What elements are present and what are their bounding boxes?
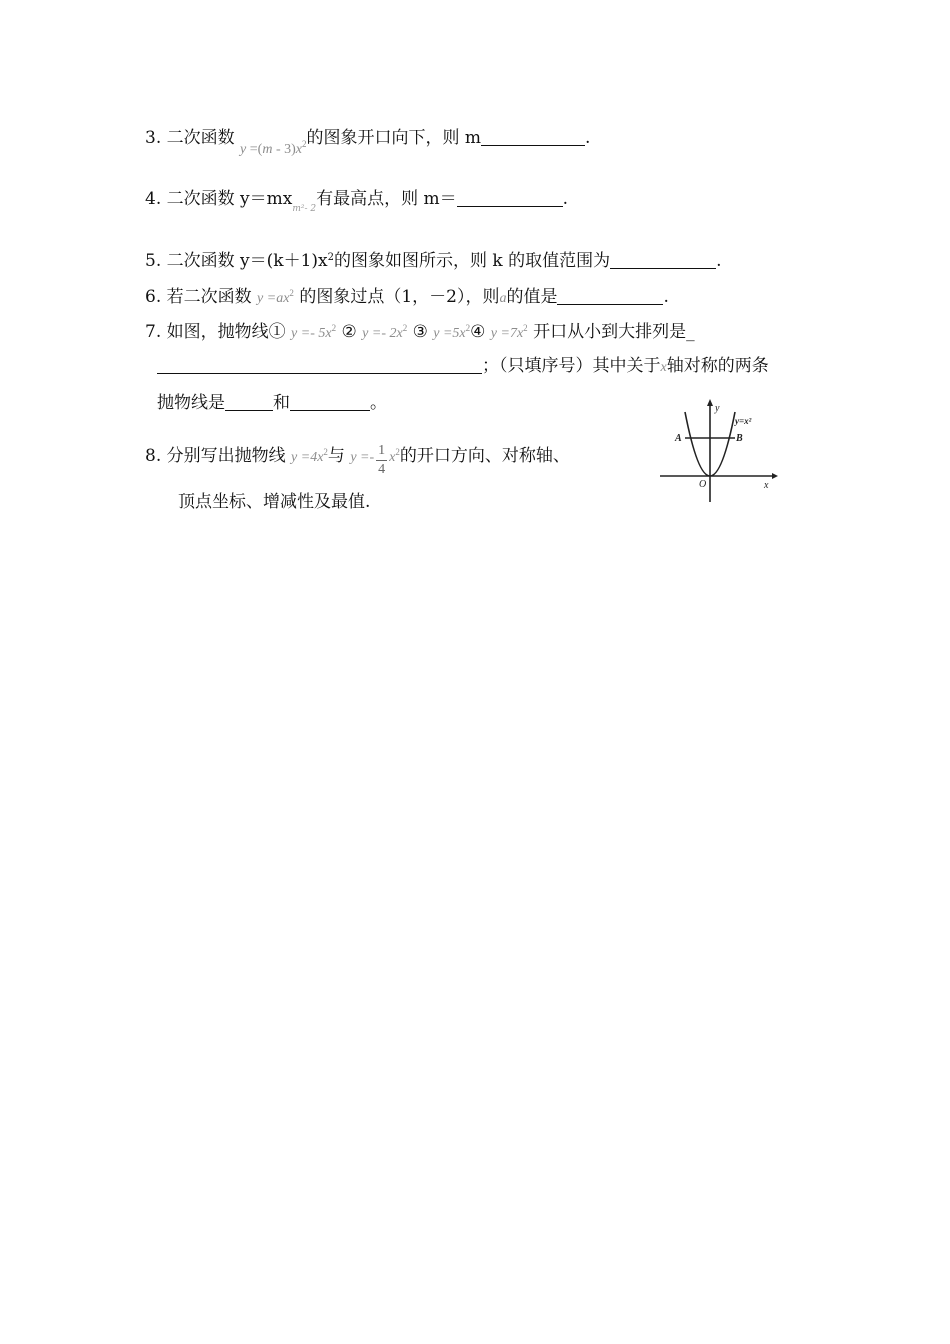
q6-number: 6. bbox=[145, 287, 162, 307]
question-7: 7. 如图，抛物线① $y =- 5x^2$ ② $y =- 2x^2$ ③ $y =5x^2④$ $y =7x^2$ 开口从小到大排列是_ bbox=[145, 322, 695, 342]
question-3: 3. 二次函数 $_{y =(m - 3)x^2}$的图象开口向下，则 m . bbox=[145, 128, 591, 157]
point-b-label: B bbox=[736, 433, 743, 444]
q4-text-b: 有最高点，则 m＝ bbox=[316, 189, 457, 209]
question-5: 5. 二次函数 $y=(k+1)x^2$的图象如图所示，则 k 的取值范围为 . bbox=[145, 251, 722, 271]
q7-number: 7. bbox=[145, 322, 162, 342]
q7-order-blank[interactable] bbox=[157, 356, 482, 374]
q7-text-b: 开口从小到大排列是_ bbox=[533, 322, 695, 342]
q7-formula-2: $y =- 2x^2$ bbox=[362, 323, 408, 341]
parabola-graph bbox=[658, 398, 782, 506]
q3-answer-blank[interactable] bbox=[481, 128, 585, 146]
q5-answer-blank[interactable] bbox=[610, 251, 716, 269]
q8-text-c: 顶点坐标、增减性及最值. bbox=[178, 492, 371, 512]
q4-text-a: 二次函数 y＝mx bbox=[166, 189, 293, 209]
q8-text-b: 的开口方向、对称轴、 bbox=[399, 446, 570, 466]
q8-number: 8. bbox=[145, 446, 162, 466]
q7-text-e: 抛物线是 bbox=[157, 393, 225, 413]
q5-number: 5. bbox=[145, 251, 162, 271]
question-8: 8. 分别写出抛物线 $y =4x^2$与 y =- $\frac{1}{4}$ $x^2$的开口方向、对称轴、 bbox=[145, 443, 570, 477]
question-4: 4. 二次函数 $y=mx_{m^2- 2}$有最高点，则 m＝ . bbox=[145, 189, 569, 214]
origin-label: O bbox=[699, 479, 707, 490]
x-axis-label: x bbox=[764, 480, 769, 491]
q7-formula-1: $y =- 5x^2$ bbox=[291, 323, 337, 341]
point-a-label: A bbox=[675, 433, 682, 444]
y-axis-label: y bbox=[715, 403, 720, 414]
q6-formula: $y =ax^2$ bbox=[257, 288, 294, 306]
q3-text-a: 二次函数 bbox=[166, 128, 235, 148]
q4-answer-blank[interactable] bbox=[457, 189, 563, 207]
q8-formula-2: y =- bbox=[350, 450, 375, 465]
q7-formula-4: $y =7x^2$ bbox=[490, 323, 528, 341]
x-axis-arrow bbox=[772, 473, 778, 479]
question-8-line-2 bbox=[178, 490, 370, 514]
y-axis-arrow bbox=[707, 399, 713, 406]
curve-label: y=x² bbox=[735, 416, 752, 426]
q8-formula-1: $y =4x^2$ bbox=[291, 447, 328, 465]
q7-text-d: 轴对称的两条 bbox=[666, 356, 769, 376]
q4-exponent: m²- 2 bbox=[292, 204, 317, 214]
q7-symmetric-blank-2[interactable] bbox=[290, 393, 370, 411]
q6-text-b: 的图象过点（1，－2），则 bbox=[299, 287, 500, 307]
q3-formula: y =(m - 3)x2 bbox=[240, 139, 307, 157]
q5-text-a: 二次函数 y＝(k＋1)x bbox=[166, 251, 328, 271]
q4-number: 4. bbox=[145, 189, 162, 209]
q3-text-b: 的图象开口向下，则 m bbox=[306, 128, 482, 148]
q3-number: 3. bbox=[145, 128, 162, 148]
question-7-line-2: ；（只填序号）其中关于x轴对称的两条 bbox=[157, 354, 769, 380]
q7-formula-3: $y =5x^2$ bbox=[433, 323, 471, 341]
q6-text-a: 若二次函数 bbox=[166, 287, 252, 307]
q8-fraction: $\frac{1}{4}$ bbox=[378, 443, 386, 477]
q7-text-a: 如图，抛物线① bbox=[166, 322, 286, 342]
question-7-line-3: 抛物线是 和 。 bbox=[157, 393, 387, 413]
question-6: 6. 若二次函数 $y =ax^2$ 的图象过点（1，－2），则a的值是 . bbox=[145, 287, 669, 307]
q6-text-c: 的值是 bbox=[506, 287, 558, 307]
q7-text-c: ；（只填序号）其中关于 bbox=[482, 356, 661, 376]
q5-text-b: 的图象如图所示，则 k 的取值范围为 bbox=[334, 251, 611, 271]
q7-symmetric-blank-1[interactable] bbox=[225, 393, 273, 411]
q6-answer-blank[interactable] bbox=[557, 287, 663, 305]
q8-text-a: 分别写出抛物线 bbox=[166, 446, 286, 466]
